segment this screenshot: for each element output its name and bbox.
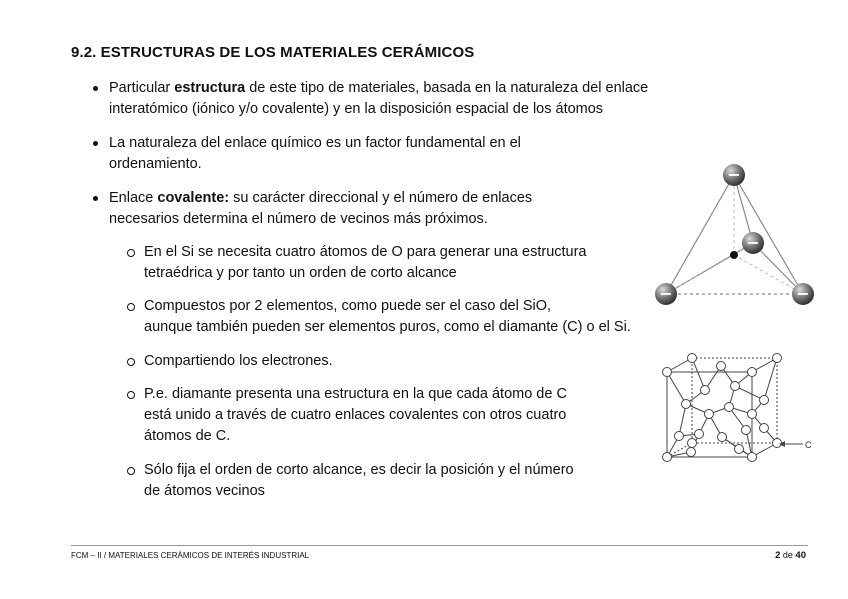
tetrahedron-figure bbox=[651, 158, 821, 316]
svg-text:−: − bbox=[796, 284, 810, 303]
svg-text:−: − bbox=[659, 284, 673, 303]
page-title: 9.2. ESTRUCTURAS DE LOS MATERIALES CERÁMICOS bbox=[71, 44, 475, 61]
svg-text:−: − bbox=[746, 233, 760, 252]
anion-back bbox=[742, 232, 764, 254]
anion-right bbox=[792, 283, 814, 305]
svg-text:−: − bbox=[727, 165, 741, 184]
diamond-structure-figure bbox=[655, 352, 815, 467]
anion-top bbox=[723, 164, 745, 186]
subbullet-marker bbox=[127, 467, 135, 475]
svg-text:C: C bbox=[805, 440, 812, 450]
subbullet-marker bbox=[127, 303, 135, 311]
footer-course-title: FCM – II / MATERIALES CERÁMICOS DE INTERÉS INDUSTRIAL bbox=[71, 551, 310, 560]
bullet-dot bbox=[93, 141, 98, 146]
subbullet-marker bbox=[127, 391, 135, 399]
page-number: 2 de 40 bbox=[775, 550, 806, 561]
bullet-dot bbox=[93, 86, 98, 91]
subbullet-marker bbox=[127, 249, 135, 257]
anion-left bbox=[655, 283, 677, 305]
footer-divider bbox=[71, 545, 808, 546]
bullet-dot bbox=[93, 196, 98, 201]
central-atom bbox=[730, 251, 738, 259]
carbon-pointer bbox=[779, 440, 812, 450]
carbon-atoms bbox=[663, 354, 782, 462]
tetrahedron-bonds bbox=[666, 175, 803, 294]
subbullet-marker bbox=[127, 358, 135, 366]
